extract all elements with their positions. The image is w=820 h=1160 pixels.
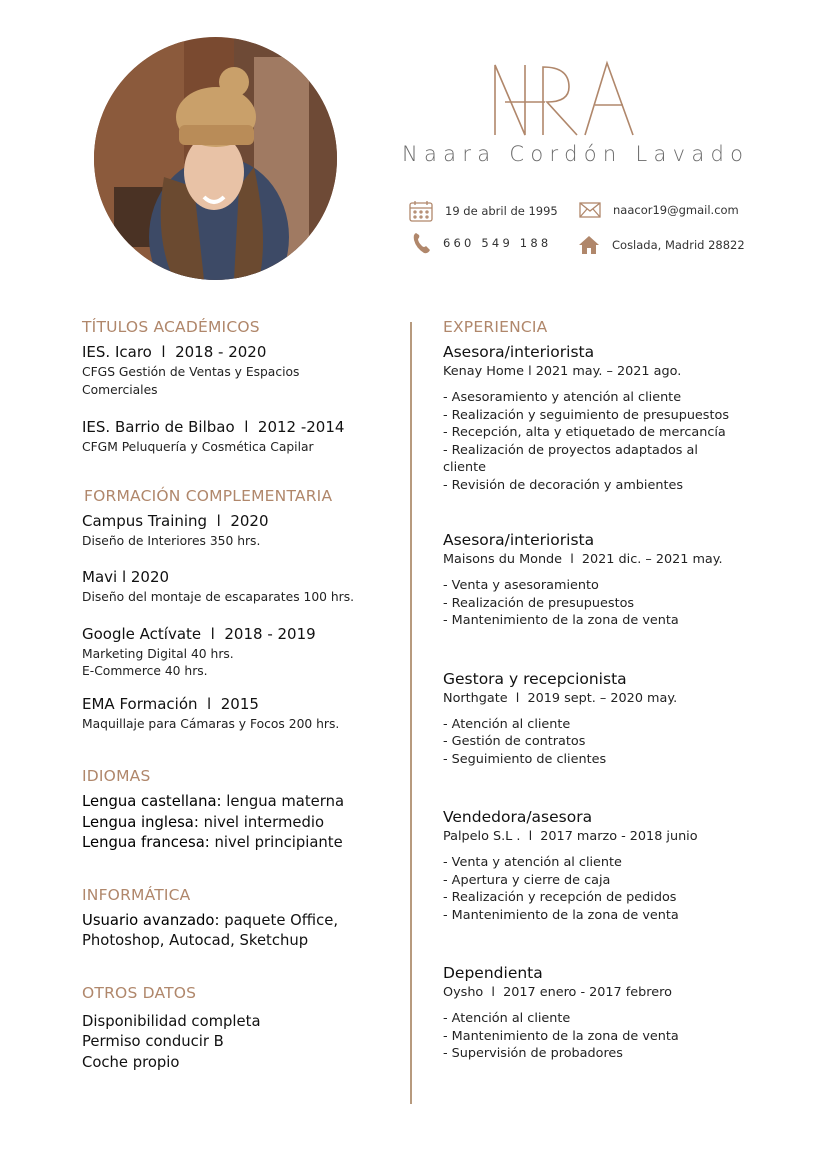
contact-birthdate: 19 de abril de 1995 [409, 200, 558, 222]
language-item: Lengua inglesa: nivel intermedio [82, 813, 325, 831]
section-title-informatica: INFORMÁTICA [82, 885, 191, 904]
left-column [82, 318, 392, 1073]
section-title-experiencia: EXPERIENCIA [443, 318, 548, 336]
full-name: Naara Cordón Lavado [402, 142, 750, 166]
job-entry: Vendedora/asesora Palpelo S.L . l 2017 marzo - 2018 junio - Venta y atención al cliente - Apertura y cierre de caja - Realización y recepción de pedidos - Mantenimiento de la zona de venta [443, 808, 698, 923]
formacion-item: EMA Formación l 2015 Maquillaje para Cámaras y Focos 200 hrs. [82, 694, 340, 731]
otros-item: Disponibilidad completa [82, 1012, 261, 1030]
section-title-titulos: TÍTULOS ACADÉMICOS [82, 318, 260, 336]
envelope-icon [579, 202, 601, 218]
idiomas-list [82, 792, 392, 854]
section-title-formacion: FORMACIÓN COMPLEMENTARIA [84, 486, 333, 505]
job-entry: Asesora/interiorista Maisons du Monde l 2021 dic. – 2021 may. - Venta y asesoramiento - Realización de presupuestos - Mantenimiento de la zona de venta [443, 531, 723, 628]
otros-item: Permiso conducir B [82, 1033, 224, 1050]
language-item: Lengua castellana: lengua materna [82, 793, 345, 810]
otros-item: Coche propio [82, 1053, 180, 1071]
formacion-item: Mavi l 2020 Diseño del montaje de escaparates 100 hrs. [82, 568, 355, 604]
profile-photo [94, 37, 337, 280]
section-title-otros: OTROS DATOS [82, 983, 197, 1002]
job-entry: Gestora y recepcionista Northgate l 2019 sept. – 2020 may. - Atención al cliente - Gestión de contratos - Seguimiento de clientes [443, 669, 678, 767]
section-title-idiomas: IDIOMAS [82, 767, 151, 785]
right-column [443, 318, 763, 1063]
titulo-item: IES. Barrio de Bilbao l 2012 -2014 CFGM Peluquería y Cosmética Capilar [82, 418, 345, 454]
language-item: Lengua francesa: nivel principiante [82, 834, 343, 851]
job-entry: Dependienta Oysho l 2017 enero - 2017 febrero - Atención al cliente - Mantenimiento de la zona de venta - Supervisión de probadores [443, 964, 679, 1061]
monogram-logo [485, 55, 645, 145]
calendar-icon [409, 200, 433, 222]
formacion-item: Google Actívate l 2018 - 2019 Marketing Digital 40 hrs. E-Commerce 40 hrs. [82, 624, 316, 678]
contact-email[interactable]: naacor19@gmail.com [579, 202, 739, 218]
contact-address: Coslada, Madrid 28822 [578, 235, 745, 255]
formacion-item: Campus Training l 2020 Diseño de Interiores 350 hrs. [82, 511, 269, 548]
column-divider [410, 322, 412, 1104]
phone-icon [413, 232, 431, 254]
contact-phone: 660 549 188 [413, 232, 551, 254]
informatica-text: Usuario avanzado: paquete Office, Photoshop, Autocad, Sketchup [82, 911, 339, 949]
home-icon [578, 235, 600, 255]
titulo-item: IES. Icaro l 2018 - 2020 CFGS Gestión de Ventas y Espacios Comerciales [82, 343, 304, 397]
job-entry: Asesora/interiorista Kenay Home l 2021 may. – 2021 ago. - Asesoramiento y atención al cliente - Realización y seguimiento de presupuestos - Recepción, alta y etiquetado de mercancía - Realización de proyectos adaptados al cliente - Revisión de decoración y ambientes [443, 343, 729, 493]
